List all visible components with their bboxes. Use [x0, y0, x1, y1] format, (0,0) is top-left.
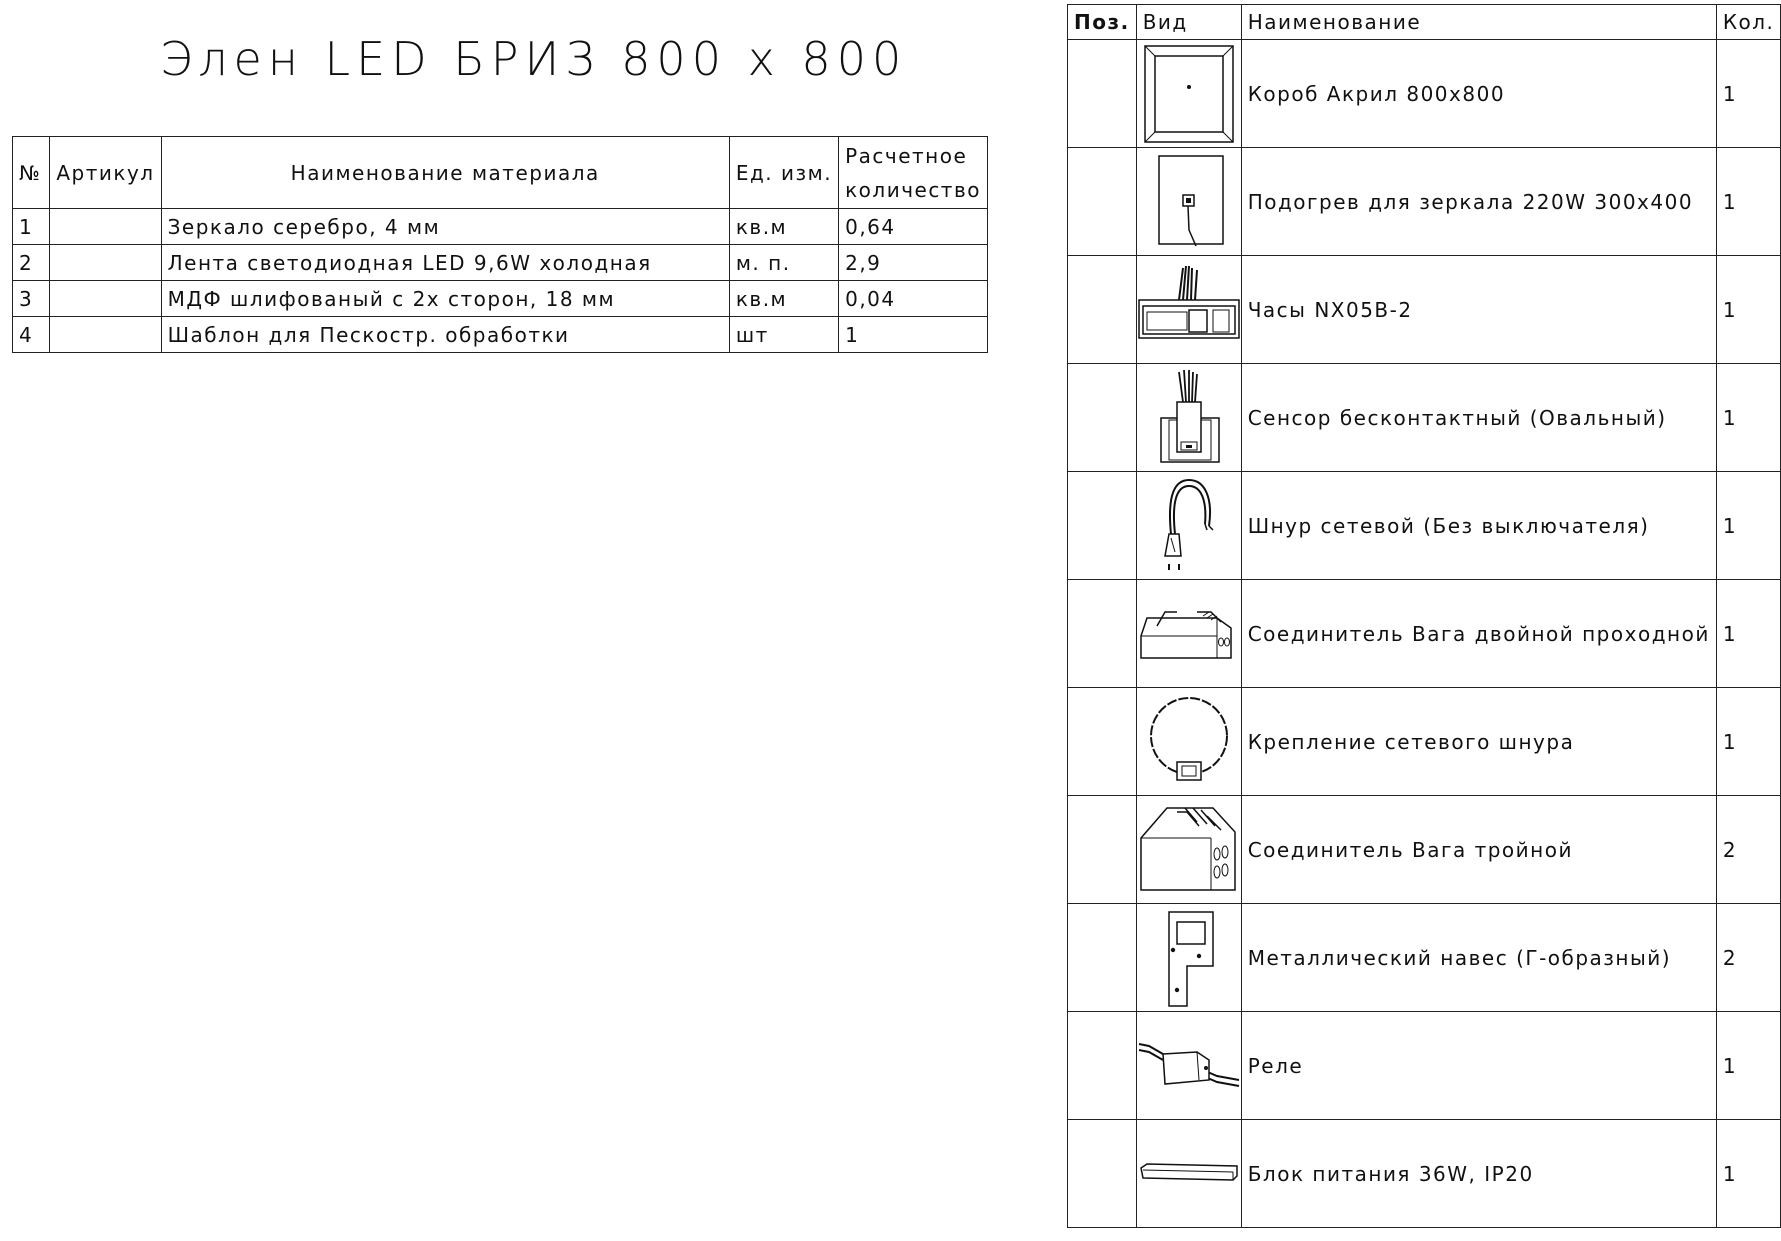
- row-num: 2: [13, 245, 50, 281]
- row-view: [1136, 472, 1241, 580]
- row-pos: [1068, 256, 1137, 364]
- row-pos: [1068, 472, 1137, 580]
- row-component-qty: 1: [1716, 472, 1781, 580]
- table-row: [13, 209, 988, 245]
- row-view: [1136, 40, 1241, 148]
- row-view: [1136, 688, 1241, 796]
- row-article: [50, 281, 161, 317]
- row-pos: [1068, 148, 1137, 256]
- header-qty-line2: количество: [845, 177, 981, 202]
- table-row: [1068, 256, 1781, 364]
- row-name: Зеркало серебро, 4 мм: [161, 209, 729, 245]
- header-num: №: [13, 137, 50, 209]
- header-qty: [839, 137, 988, 209]
- row-component-qty: 1: [1716, 688, 1781, 796]
- cord-clamp-icon: [1141, 690, 1237, 794]
- double-connector-icon: [1137, 582, 1241, 686]
- row-pos: [1068, 40, 1137, 148]
- row-component-name: Соединитель Вага тройной: [1241, 796, 1716, 904]
- row-component-qty: 1: [1716, 364, 1781, 472]
- row-name: МДФ шлифованый с 2х сторон, 18 мм: [161, 281, 729, 317]
- row-component-qty: 1: [1716, 256, 1781, 364]
- row-unit: кв.м: [729, 281, 838, 317]
- table-row: [1068, 1012, 1781, 1120]
- row-component-name: Часы NX05B-2: [1241, 256, 1716, 364]
- row-name: Лента светодиодная LED 9,6W холодная: [161, 245, 729, 281]
- page-title: Элен LED БРИЗ 800 x 800: [160, 32, 908, 86]
- row-qty: 2,9: [839, 245, 988, 281]
- header-unit: Ед. изм.: [729, 137, 838, 209]
- row-qty: 0,64: [839, 209, 988, 245]
- row-name: Шаблон для Пескостр. обработки: [161, 317, 729, 353]
- relay-icon: [1137, 1014, 1241, 1118]
- power-cord-icon: [1141, 474, 1237, 578]
- clock-module-icon: [1137, 258, 1241, 362]
- row-view: [1136, 580, 1241, 688]
- header-article: Артикул: [50, 137, 161, 209]
- row-article: [50, 245, 161, 281]
- row-component-name: Крепление сетевого шнура: [1241, 688, 1716, 796]
- table-row: [1068, 364, 1781, 472]
- header-component-qty: Кол.: [1716, 5, 1781, 40]
- row-component-name: Подогрев для зеркала 220W 300x400: [1241, 148, 1716, 256]
- metal-hanger-icon: [1141, 906, 1237, 1010]
- sensor-icon: [1141, 366, 1237, 470]
- row-num: 3: [13, 281, 50, 317]
- row-component-qty: 1: [1716, 1120, 1781, 1228]
- power-supply-icon: [1137, 1122, 1241, 1226]
- row-component-qty: 1: [1716, 40, 1781, 148]
- heater-pad-icon: [1141, 150, 1237, 254]
- row-component-qty: 1: [1716, 148, 1781, 256]
- row-view: [1136, 796, 1241, 904]
- materials-table: [12, 136, 988, 353]
- header-view: Вид: [1136, 5, 1241, 40]
- components-header-row: [1068, 5, 1781, 40]
- row-pos: [1068, 1120, 1137, 1228]
- row-num: 1: [13, 209, 50, 245]
- table-row: [13, 281, 988, 317]
- row-view: [1136, 364, 1241, 472]
- header-material-name: Наименование материала: [161, 137, 729, 209]
- row-view: [1136, 904, 1241, 1012]
- header-qty-line1: Расчетное: [845, 143, 968, 168]
- row-pos: [1068, 688, 1137, 796]
- row-pos: [1068, 796, 1137, 904]
- row-component-name: Металлический навес (Г-образный): [1241, 904, 1716, 1012]
- table-row: [1068, 904, 1781, 1012]
- header-pos: Поз.: [1068, 5, 1137, 40]
- row-article: [50, 209, 161, 245]
- row-pos: [1068, 904, 1137, 1012]
- row-component-qty: 2: [1716, 904, 1781, 1012]
- row-pos: [1068, 580, 1137, 688]
- row-component-name: Сенсор бесконтактный (Овальный): [1241, 364, 1716, 472]
- row-pos: [1068, 364, 1137, 472]
- row-unit: кв.м: [729, 209, 838, 245]
- row-view: [1136, 1012, 1241, 1120]
- row-view: [1136, 256, 1241, 364]
- table-row: [13, 245, 988, 281]
- row-view: [1136, 1120, 1241, 1228]
- row-unit: шт: [729, 317, 838, 353]
- row-component-name: Короб Акрил 800x800: [1241, 40, 1716, 148]
- components-table: [1067, 4, 1781, 1228]
- row-unit: м. п.: [729, 245, 838, 281]
- table-row: [1068, 148, 1781, 256]
- table-row: [13, 317, 988, 353]
- row-component-name: Реле: [1241, 1012, 1716, 1120]
- row-component-name: Соединитель Вага двойной проходной: [1241, 580, 1716, 688]
- row-qty: 1: [839, 317, 988, 353]
- table-row: [1068, 1120, 1781, 1228]
- table-row: [1068, 580, 1781, 688]
- table-row: [1068, 40, 1781, 148]
- table-row: [1068, 472, 1781, 580]
- row-article: [50, 317, 161, 353]
- triple-connector-icon: [1137, 798, 1241, 902]
- row-num: 4: [13, 317, 50, 353]
- materials-header-row: [13, 137, 988, 209]
- row-view: [1136, 148, 1241, 256]
- row-component-qty: 1: [1716, 1012, 1781, 1120]
- row-component-name: Шнур сетевой (Без выключателя): [1241, 472, 1716, 580]
- row-qty: 0,04: [839, 281, 988, 317]
- acrylic-box-icon: [1141, 42, 1237, 146]
- row-component-qty: 1: [1716, 580, 1781, 688]
- table-row: [1068, 688, 1781, 796]
- row-pos: [1068, 1012, 1137, 1120]
- header-component-name: Наименование: [1241, 5, 1716, 40]
- row-component-name: Блок питания 36W, IP20: [1241, 1120, 1716, 1228]
- table-row: [1068, 796, 1781, 904]
- row-component-qty: 2: [1716, 796, 1781, 904]
